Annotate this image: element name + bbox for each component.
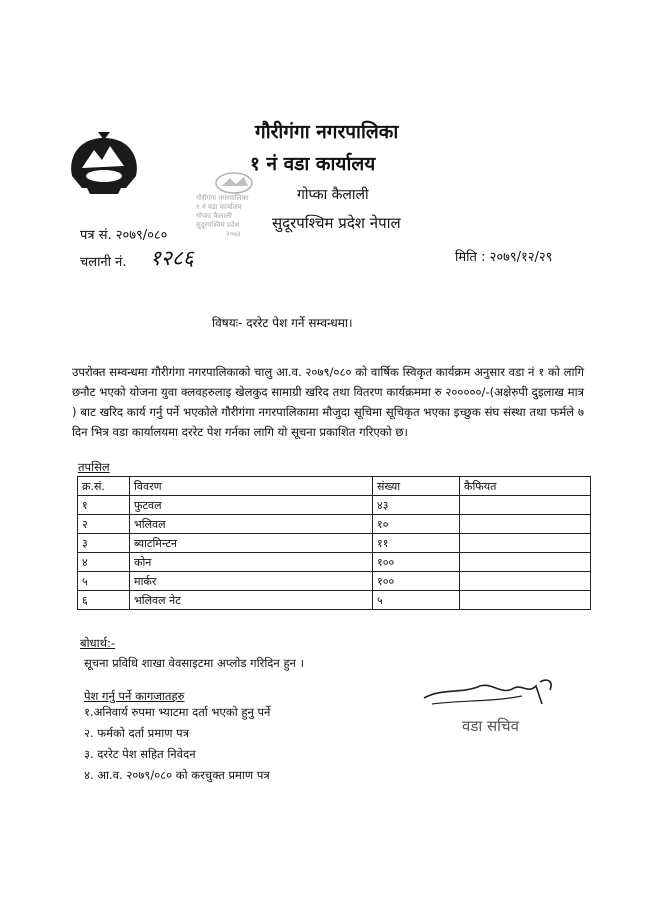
table-cell: ६ [78,591,130,610]
table-cell [460,591,591,610]
documents-heading: पेश गर्नु पर्ने कागजातहरु [84,689,185,703]
table-row [78,572,591,591]
column-header: क्र.सं. [78,477,130,496]
letter-date: मिति : २०७९/१२/२९ [455,250,553,265]
table-cell: भलिवल [130,515,373,534]
column-header: संख्या [373,477,460,496]
column-header: विवरण [130,477,373,496]
table-row [78,515,591,534]
table-cell: १० [373,515,460,534]
letter-subject: विषयः- दररेट पेश गर्ने सम्वन्धमा। [212,316,353,330]
stamp-line: गौरीगंगा नगरपालिका [196,194,249,202]
province-name: सुदूरपश्चिम प्रदेश नेपाल [272,214,401,232]
table-cell: भलिवल नेट [130,591,373,610]
cc-text: सूचना प्रविधि शाखा वेवसाइटमा अप्लोड गरिदिन हुन । [84,656,304,670]
signatory-title: वडा सचिव [462,717,519,735]
table-cell: मार्कर [130,572,373,591]
list-item: १.अनिवार्य रुपमा भ्याटमा दर्ता भएको हुनु पर्ने [84,705,271,719]
table-cell: १०० [373,553,460,572]
cc-heading: बोधार्थ:- [80,636,115,650]
office-location: गोप्का कैलाली [297,187,369,203]
table-cell: ४३ [373,496,460,515]
stamp-line: सुदूरपश्चिम प्रदेश [196,221,240,229]
table-cell: १०० [373,572,460,591]
letter-body: उपरोक्त सम्वन्धमा गौरीगंगा नगरपालिकाको चालु आ.व. २०७९/०८० को वार्षिक स्विकृत कार्यक्रम अनुसार वडा नं १ को लागि छनौट भएको योजना युवा क्लवहरुलाइ खेलकुद सामाग्री खरिद तथा वितरण कार्यक्रममा रु २०००००/-(अक्षेरुपी दुइलाख मात्र ) बाट खरिद कार्य गर्नु पर्ने भएकोले गौरीगंगा नगरपालिकामा मौजुदा सूचिमा सूचिकृत भएका इच्छुक संघ संस्था तथा फर्मले ७ दिन भित्र वडा कार्यालयमा दररेट पेश गर्नका लागि यो सूचना प्रकाशित गरिएको छ। [72,365,584,439]
letter-number: पत्र सं. २०७९/०८० [80,228,168,243]
office-stamp [192,172,274,244]
table-cell [460,553,591,572]
table-cell: फुटवल [130,496,373,515]
table-cell: १ [78,496,130,515]
municipality-name: गौरीगंगा नगरपालिका [255,121,399,143]
dispatch-number: १२८६ [150,246,194,270]
table-row [78,496,591,515]
table-cell: ४ [78,553,130,572]
stamp-line: २०७३ [226,230,241,238]
table-cell: कोन [130,553,373,572]
documents-list [84,702,270,786]
list-item: २. फर्मको दर्ता प्रमाण पत्र [84,726,190,740]
stamp-line: गोप्का कैलाली [196,212,232,220]
table-row [78,591,591,610]
dispatch-label: चलानी नं. [80,255,127,270]
table-cell [460,534,591,553]
nepal-emblem-icon [62,128,146,200]
table-cell: ब्याटमिन्टन [130,534,373,553]
stamp-line: १ नं वडा कार्यालय [196,203,242,211]
signature-scribble [422,674,562,714]
list-item: ३. दररेट पेश सहित निवेदन [84,747,196,761]
table-row [78,534,591,553]
table-cell [460,572,591,591]
column-header: कैफियत [460,477,591,496]
table-cell: ५ [373,591,460,610]
table-header-row [78,477,591,496]
ward-office-name: १ नं वडा कार्यालय [250,153,376,175]
table-title: तपसिल [78,460,110,474]
list-item: ४. आ.व. २०७९/०८० को करचुक्त प्रमाण पत्र [84,768,270,782]
table-cell: ३ [78,534,130,553]
items-table [77,476,591,610]
table-cell: ५ [78,572,130,591]
table-cell [460,515,591,534]
table-cell: ११ [373,534,460,553]
table-cell: २ [78,515,130,534]
table-cell [460,496,591,515]
table-row [78,553,591,572]
